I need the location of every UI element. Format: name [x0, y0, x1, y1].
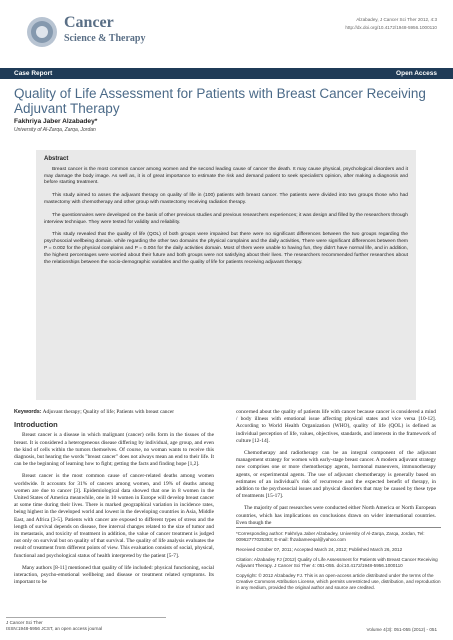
- body-paragraph: Breast cancer is the most common cause of cancer-related deaths among women worldwide. It accounts for 31% of cancers among women, and 19% of deaths among women are due to cancer [3]. Epidemiological data showed that one in 8 women in the United States of America meanwhile, one in 10 women in Europe will develop breast cancer at some time during their lives. There is marked geographical variation in incidence rates, being highest in the developed world and lowest in the developing countries in Asia, Middle East, and Africa [3-5]. Patients with cancer are exposed to different types of stress and the length of survival depends on disease, free interval changes related to the size of tumor and its metastasis, and toxicity of treatment in addition, the value of cancer treatment is judged not only on survival but on quality of that survival. The quality of life analysis evaluates the result of treatment from different points of view. This evaluation consists of social, physical, functional and psychological status of health interpreted by the patient [5-7].: [14, 473, 214, 559]
- abstract-box: [36, 150, 416, 400]
- keywords: [14, 409, 214, 416]
- body-paragraph: concerned about the quality of patients life with cancer because cancer is considered a mind / body illness with emotional issue affecting physical states and vice versa [10-12]. According to World Health Organization (WHO), quality of life (QOL) is defined as individual perception of life, values, objectives, standards, and interests in the framework of culture [12-14].: [236, 409, 436, 444]
- journal-subtitle: Science & Therapy: [64, 33, 146, 44]
- author-name: Fakhriya Jaber Alzabadey*: [14, 118, 98, 125]
- access-badge: Open Access: [396, 70, 437, 77]
- footer-journal-name: J Cancer Sci Ther: [6, 620, 43, 625]
- body-paragraph: Many authors [8-11] mentioned that quality of life included: physical functioning, social interaction, psycho-emotional wellbeing and disease or treatment related symptoms. Its important to be: [14, 564, 214, 586]
- body-paragraph: Breast cancer is a disease in which malignant (cancer) cells form in the tissues of the breast. It is considered a heterogeneous disease differing by individual, age group, and even the kind of cells within the tumors themselves. Of course, no woman wants to receive this diagnosis, but hearing the words "breast cancer" does not always mean an end to their life. It can be the beginning of learning how to fight; getting the facts and finding hope [1,2].: [14, 432, 214, 468]
- footer-journal: [6, 617, 166, 632]
- corresponding-author: *Corresponding author: Fakhriya Jaber Alzabadey, University of Al-Zarqa, Zarqa, Jordan, Tel: 00962777025393; E-mail: fhzabameeqal@yahoo.com: [236, 531, 425, 542]
- left-column: [14, 409, 214, 591]
- article-dates: Received October 07, 2011; Accepted March 24, 2012; Published March 26, 2012: [236, 547, 403, 552]
- article-type-bar: [0, 68, 453, 79]
- abstract-paragraph: The questionnaires were developed on the basis of other previous studies and previous researchers experiences; it was design and filled by the researchers through interview technique. They were tested for validity and reliability.: [44, 212, 408, 225]
- footer-issn: ISSN:1948-5956 JCST, an open access journal: [6, 626, 103, 631]
- abstract-paragraph: This study aimed to asses the adjuvant therapy on quality of life in (100) patients with breast cancer. The patients were divided into two groups those who had mastectomy with chemotherapy and other group with mastectomy receiving radiation therapy.: [44, 193, 408, 205]
- introduction-heading: Introduction: [14, 420, 58, 430]
- keywords-label: Keywords:: [14, 409, 42, 415]
- abstract-paragraph: Breast cancer is the most common cancer among women and the second leading cause of cancer the death. It may cause physical, psychological disorders and it may damage the body image. As well as, it is of great importance to estimate the risk and demand patient to seek specialist's opinion, after making a diagnosis and before starting treatment.: [44, 166, 408, 186]
- article-type: Case Report: [14, 70, 53, 77]
- body-paragraph: Chemotherapy and radiotherapy can be an integral component of the adjuvant management strategy for women with early-stage breast cancer. A modern adjuvant strategy now comprises one or more chemotherapy agents, hormonal maneuvers, immunotherapy agents, or experimental agents. The use of adjuvant chemotherapy is generally based on estimates of an individual's risk of recurrence and the expected benefit of therapy, in addition to the psychosocial issues and physical disorders that may be caused by these type of treatments [15-17].: [236, 450, 436, 500]
- citation-header: [252, 16, 437, 32]
- citation-line: Alzabadey, J Cancer Sci Ther 2012, 4:3: [356, 17, 437, 22]
- article-metadata: [236, 527, 441, 595]
- abstract-paragraph: This study revealed that the quality of life (QOL) of both groups were impaired but there were no significant differences between the two groups regarding the psychosocial wellbeing domain. while regarding the other two domains the physical complains and the daily activities, There were significant differences between them P = 0.002 for the physical complains and P = 0.004 for the daily activities domain. Most of them were unable to having fun, they didn't have normal life, and in addition, the highest percentages were worried about their future and both groups were not satisfying about their lives. The researchers recommended further researches about the relationships between the socio-demographic variables and the quality of life for patients receiving adjuvant therapy.: [44, 232, 408, 265]
- journal-logo: [26, 16, 58, 48]
- journal-name: Cancer: [64, 14, 114, 31]
- footer-volume: Volume 4(3): 051-055 (2012) - 051: [366, 627, 437, 632]
- doi-link[interactable]: http://dx.doi.org/10.4172/1948-5956.1000110: [345, 25, 437, 30]
- copyright-note: Copyright: © 2012 Alzabadey FJ. This is an open-access article distributed under the terms of the Creative Commons Attribution License, which permits unrestricted use, distribution, and reproduction in any medium, provided the original author and source are credited.: [236, 573, 441, 590]
- author-affiliation: University of Al-Zarqa, Zarqa, Jordan: [14, 127, 96, 133]
- body-paragraph: The majority of past researches were conducted either North America or North European countries, which has implications on conclusions drawn on wider international countries. Even though the: [236, 505, 436, 526]
- right-column: [236, 409, 436, 532]
- citation-note: Citation: Alzabadey FJ (2012) Quality of Life Assessment for Patients with Breast Cancer Receiving Adjuvant Therapy. J Cancer Sci Ther 4: 051-055. doi:10.4172/1948-5956.1000110: [236, 557, 438, 568]
- abstract-heading: Abstract: [44, 156, 69, 162]
- keywords-text: Adjuvant therapy; Quality of life; Patients with breast cancer: [42, 409, 175, 415]
- article-title: Quality of Life Assessment for Patients with Breast Cancer Receiving Adjuvant Therapy: [14, 86, 426, 116]
